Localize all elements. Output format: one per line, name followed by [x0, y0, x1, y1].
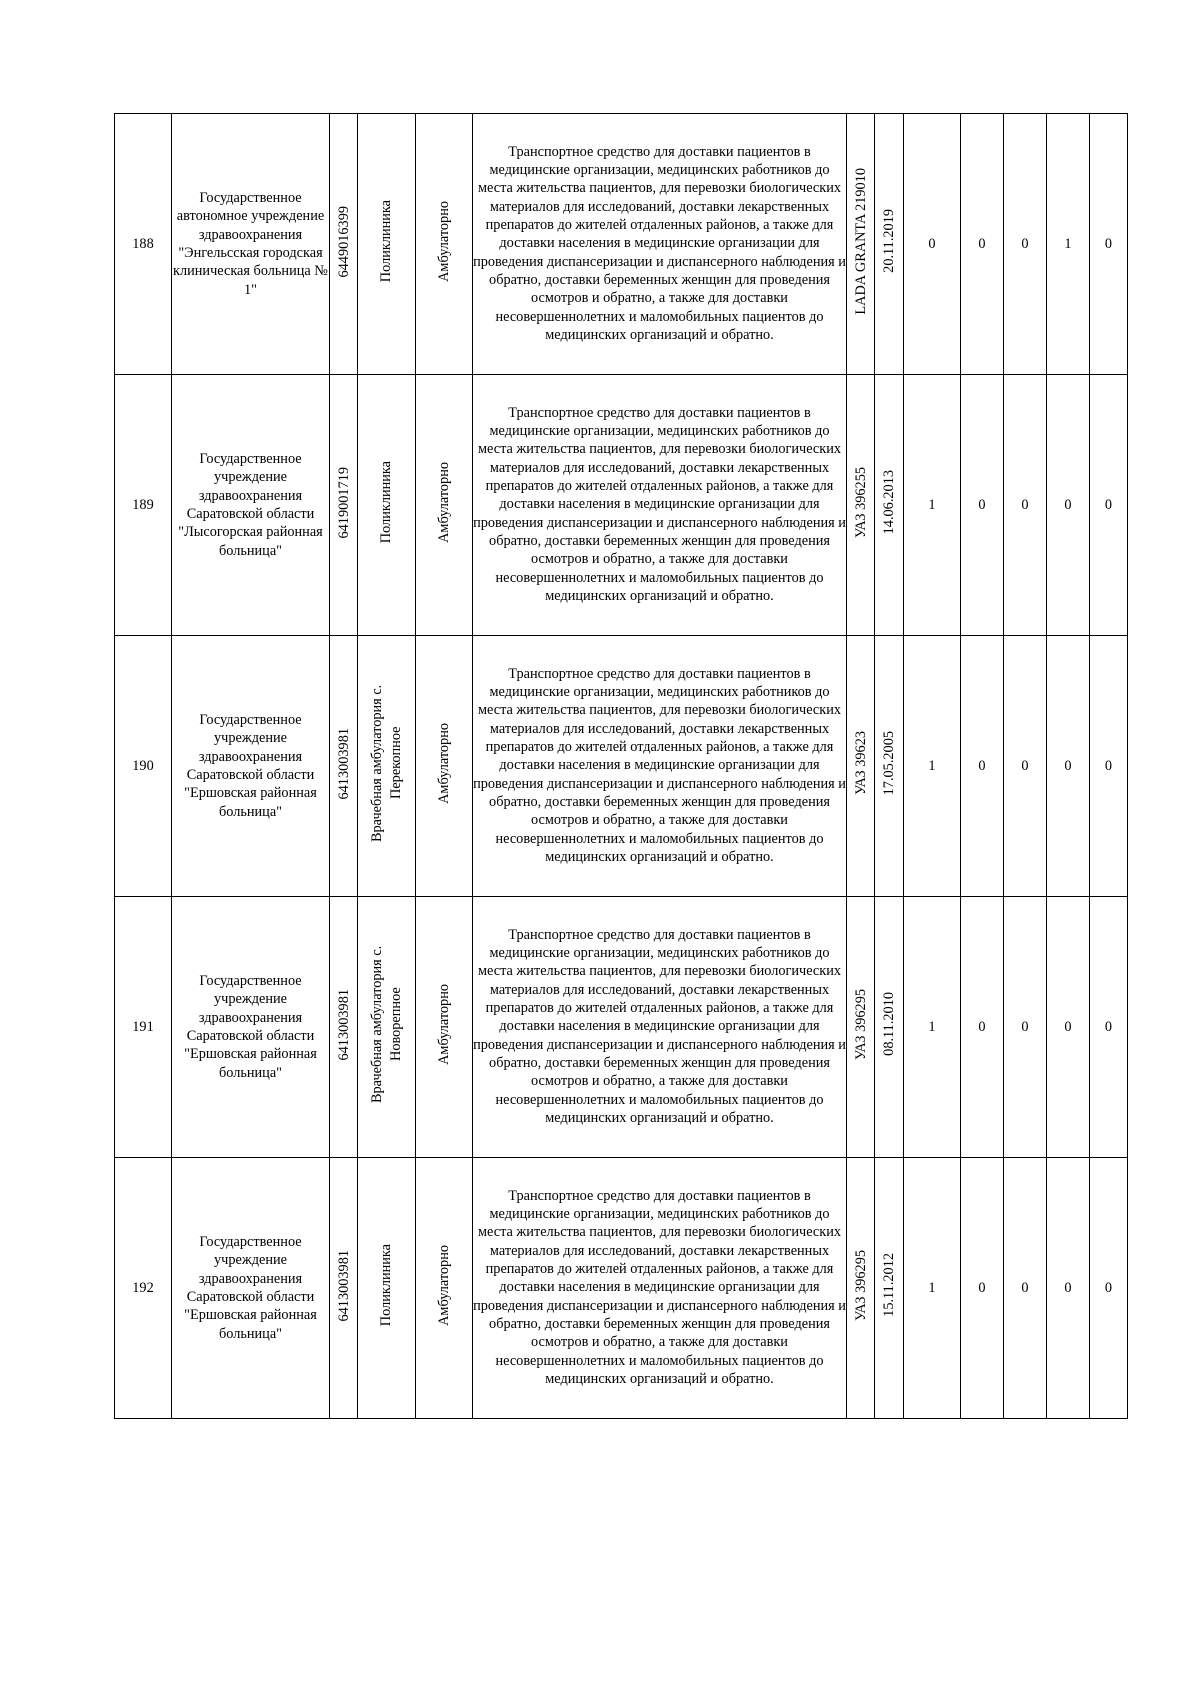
inn-cell — [330, 375, 358, 636]
c1-text: 0 — [928, 235, 936, 252]
vehicle-model-cell — [847, 897, 875, 1158]
unit-text: Поликлиника — [378, 200, 394, 283]
c3-text: 0 — [1021, 1018, 1029, 1035]
count-cell-2 — [961, 897, 1004, 1158]
count-cell-4 — [1047, 1158, 1090, 1419]
num-text: 188 — [132, 235, 154, 252]
num-text: 191 — [132, 1018, 154, 1035]
purpose-text: Транспортное средство для доставки пациентов в медицинские организации, медицинских работников до места жительства пациентов, для перевозки биологических материалов для исследований, доставки лекарственных препаратов до жителей отдаленных районов, а также для доставки населения в медицинские организации для проведения диспансеризации и диспансерного наблюдения и обратно, доставки беременных женщин для проведения осмотров и обратно, а также для доставки несовершеннолетних и маломобильных пациентов до медицинских организаций и обратно. — [473, 143, 846, 343]
purpose-text: Транспортное средство для доставки пациентов в медицинские организации, медицинских работников до места жительства пациентов, для перевозки биологических материалов для исследований, доставки лекарственных препаратов до жителей отдаленных районов, а также для доставки населения в медицинские организации для проведения диспансеризации и диспансерного наблюдения и обратно, доставки беременных женщин для проведения осмотров и обратно, а также для доставки несовершеннолетних и маломобильных пациентов до медицинских организаций и обратно. — [473, 926, 846, 1126]
count-cell-3 — [1004, 375, 1047, 636]
c4-text: 0 — [1064, 757, 1072, 774]
c3-text: 0 — [1021, 235, 1029, 252]
row-number — [115, 636, 172, 897]
c5-text: 0 — [1104, 496, 1113, 513]
c2-text: 0 — [978, 1018, 986, 1035]
count-cell-3 — [1004, 897, 1047, 1158]
inn-cell — [330, 1158, 358, 1419]
c2-text: 0 — [978, 235, 986, 252]
table-row — [115, 897, 1128, 1158]
c3-text: 0 — [1021, 1279, 1029, 1296]
c1-text: 1 — [928, 1279, 936, 1296]
org-text: Государственное учреждение здравоохранения Саратовской области "Ершовская районная больница" — [184, 1234, 317, 1342]
mode-text: Амбулаторно — [436, 983, 452, 1065]
purpose-description — [473, 1158, 847, 1419]
count-cell-4 — [1047, 375, 1090, 636]
inn-cell — [330, 897, 358, 1158]
c2-text: 0 — [978, 496, 986, 513]
count-cell-3 — [1004, 1158, 1047, 1419]
purpose-text: Транспортное средство для доставки пациентов в медицинские организации, медицинских работников до места жительства пациентов, для перевозки биологических материалов для исследований, доставки лекарственных препаратов до жителей отдаленных районов, а также для доставки населения в медицинские организации для проведения диспансеризации и диспансерного наблюдения и обратно, доставки беременных женщин для проведения осмотров и обратно, а также для доставки несовершеннолетних и маломобильных пациентов до медицинских организаций и обратно. — [473, 404, 846, 604]
c2-text: 0 — [978, 1279, 986, 1296]
vehicle-date-cell — [875, 375, 904, 636]
c4-text: 0 — [1064, 496, 1072, 513]
vehicle-text: LADA GRANTA 219010 — [852, 168, 869, 315]
vehicle-model-cell — [847, 114, 875, 375]
care-mode-cell — [416, 636, 473, 897]
inn-text: 6413003981 — [335, 727, 352, 800]
c4-text: 1 — [1064, 235, 1072, 252]
inn-text: 6413003981 — [335, 1249, 352, 1322]
vehicle-model-cell — [847, 1158, 875, 1419]
vehicle-model-cell — [847, 636, 875, 897]
c1-text: 1 — [928, 757, 936, 774]
organization-name — [172, 114, 330, 375]
row-number — [115, 375, 172, 636]
c4-text: 0 — [1064, 1018, 1072, 1035]
org-text: Государственное учреждение здравоохранения Саратовской области "Ершовская районная больница" — [184, 973, 317, 1081]
c1-text: 1 — [928, 1018, 936, 1035]
unit-cell — [358, 897, 416, 1158]
care-mode-cell — [416, 114, 473, 375]
vehicle-date-cell — [875, 1158, 904, 1419]
care-mode-cell — [416, 375, 473, 636]
inn-text: 6413003981 — [335, 988, 352, 1061]
num-text: 192 — [132, 1279, 154, 1296]
count-cell-2 — [961, 114, 1004, 375]
organization-name — [172, 897, 330, 1158]
purpose-description — [473, 375, 847, 636]
table-row — [115, 1158, 1128, 1419]
date-text: 20.11.2019 — [881, 209, 897, 274]
c2-text: 0 — [978, 757, 986, 774]
count-cell-2 — [961, 636, 1004, 897]
vehicle-text: УАЗ 39623 — [852, 731, 869, 796]
inn-cell — [330, 114, 358, 375]
count-cell-2 — [961, 375, 1004, 636]
vehicle-model-cell — [847, 375, 875, 636]
row-number — [115, 1158, 172, 1419]
organization-name — [172, 636, 330, 897]
purpose-text: Транспортное средство для доставки пациентов в медицинские организации, медицинских работников до места жительства пациентов, для перевозки биологических материалов для исследований, доставки лекарственных препаратов до жителей отдаленных районов, а также для доставки населения в медицинские организации для проведения диспансеризации и диспансерного наблюдения и обратно, доставки беременных женщин для проведения осмотров и обратно, а также для доставки несовершеннолетних и маломобильных пациентов до медицинских организаций и обратно. — [473, 1187, 846, 1387]
count-cell-1 — [904, 114, 961, 375]
care-mode-cell — [416, 1158, 473, 1419]
org-text: Государственное учреждение здравоохранения Саратовской области "Лысогорская районная больница" — [178, 451, 323, 559]
unit-text: Врачебная амбулатория с. Перекопное — [368, 684, 404, 842]
c1-text: 1 — [928, 496, 936, 513]
unit-cell — [358, 114, 416, 375]
mode-text: Амбулаторно — [436, 200, 452, 282]
count-cell-4 — [1047, 897, 1090, 1158]
count-cell-1 — [904, 636, 961, 897]
purpose-description — [473, 114, 847, 375]
vehicle-date-cell — [875, 897, 904, 1158]
count-cell-3 — [1004, 636, 1047, 897]
date-text: 15.11.2012 — [881, 1253, 897, 1318]
count-cell-5 — [1090, 1158, 1128, 1419]
date-text: 17.05.2005 — [881, 731, 897, 796]
c3-text: 0 — [1021, 757, 1029, 774]
table-row — [115, 636, 1128, 897]
mode-text: Амбулаторно — [436, 461, 452, 543]
table-row — [115, 114, 1128, 375]
c3-text: 0 — [1021, 496, 1029, 513]
unit-text: Врачебная амбулатория с. Новорепное — [368, 945, 404, 1103]
count-cell-1 — [904, 897, 961, 1158]
inn-text: 6449016399 — [335, 205, 352, 278]
row-number — [115, 897, 172, 1158]
count-cell-5 — [1090, 636, 1128, 897]
c5-text: 0 — [1104, 757, 1113, 774]
purpose-description — [473, 636, 847, 897]
organization-name — [172, 1158, 330, 1419]
count-cell-1 — [904, 1158, 961, 1419]
unit-cell — [358, 375, 416, 636]
org-text: Государственное автономное учреждение здравоохранения "Энгельсская городская клиническая больница № 1" — [173, 190, 328, 298]
count-cell-4 — [1047, 114, 1090, 375]
unit-cell — [358, 1158, 416, 1419]
count-cell-5 — [1090, 114, 1128, 375]
count-cell-5 — [1090, 897, 1128, 1158]
mode-text: Амбулаторно — [436, 1244, 452, 1326]
purpose-text: Транспортное средство для доставки пациентов в медицинские организации, медицинских работников до места жительства пациентов, для перевозки биологических материалов для исследований, доставки лекарственных препаратов до жителей отдаленных районов, а также для доставки населения в медицинские организации для проведения диспансеризации и диспансерного наблюдения и обратно, доставки беременных женщин для проведения осмотров и обратно, а также для доставки несовершеннолетних и маломобильных пациентов до медицинских организаций и обратно. — [473, 665, 846, 865]
table-row — [115, 375, 1128, 636]
vehicle-date-cell — [875, 636, 904, 897]
count-cell-1 — [904, 375, 961, 636]
vehicle-text: УАЗ 396295 — [852, 1249, 869, 1321]
count-cell-2 — [961, 1158, 1004, 1419]
purpose-description — [473, 897, 847, 1158]
care-mode-cell — [416, 897, 473, 1158]
count-cell-5 — [1090, 375, 1128, 636]
date-text: 08.11.2010 — [881, 992, 897, 1057]
count-cell-3 — [1004, 114, 1047, 375]
num-text: 189 — [132, 496, 154, 513]
inn-text: 6419001719 — [335, 466, 352, 539]
vehicle-text: УАЗ 396255 — [852, 466, 869, 538]
vehicle-registry-table — [114, 113, 1128, 1419]
unit-text: Поликлиника — [378, 461, 394, 544]
inn-cell — [330, 636, 358, 897]
unit-text: Поликлиника — [378, 1244, 394, 1327]
table-body — [115, 114, 1128, 1419]
vehicle-date-cell — [875, 114, 904, 375]
num-text: 190 — [132, 757, 154, 774]
mode-text: Амбулаторно — [436, 722, 452, 804]
c5-text: 0 — [1104, 1018, 1113, 1035]
org-text: Государственное учреждение здравоохранения Саратовской области "Ершовская районная больница" — [184, 712, 317, 820]
organization-name — [172, 375, 330, 636]
c5-text: 0 — [1104, 235, 1113, 252]
count-cell-4 — [1047, 636, 1090, 897]
date-text: 14.06.2013 — [881, 470, 897, 535]
c4-text: 0 — [1064, 1279, 1072, 1296]
vehicle-text: УАЗ 396295 — [852, 988, 869, 1060]
unit-cell — [358, 636, 416, 897]
row-number — [115, 114, 172, 375]
c5-text: 0 — [1104, 1279, 1113, 1296]
